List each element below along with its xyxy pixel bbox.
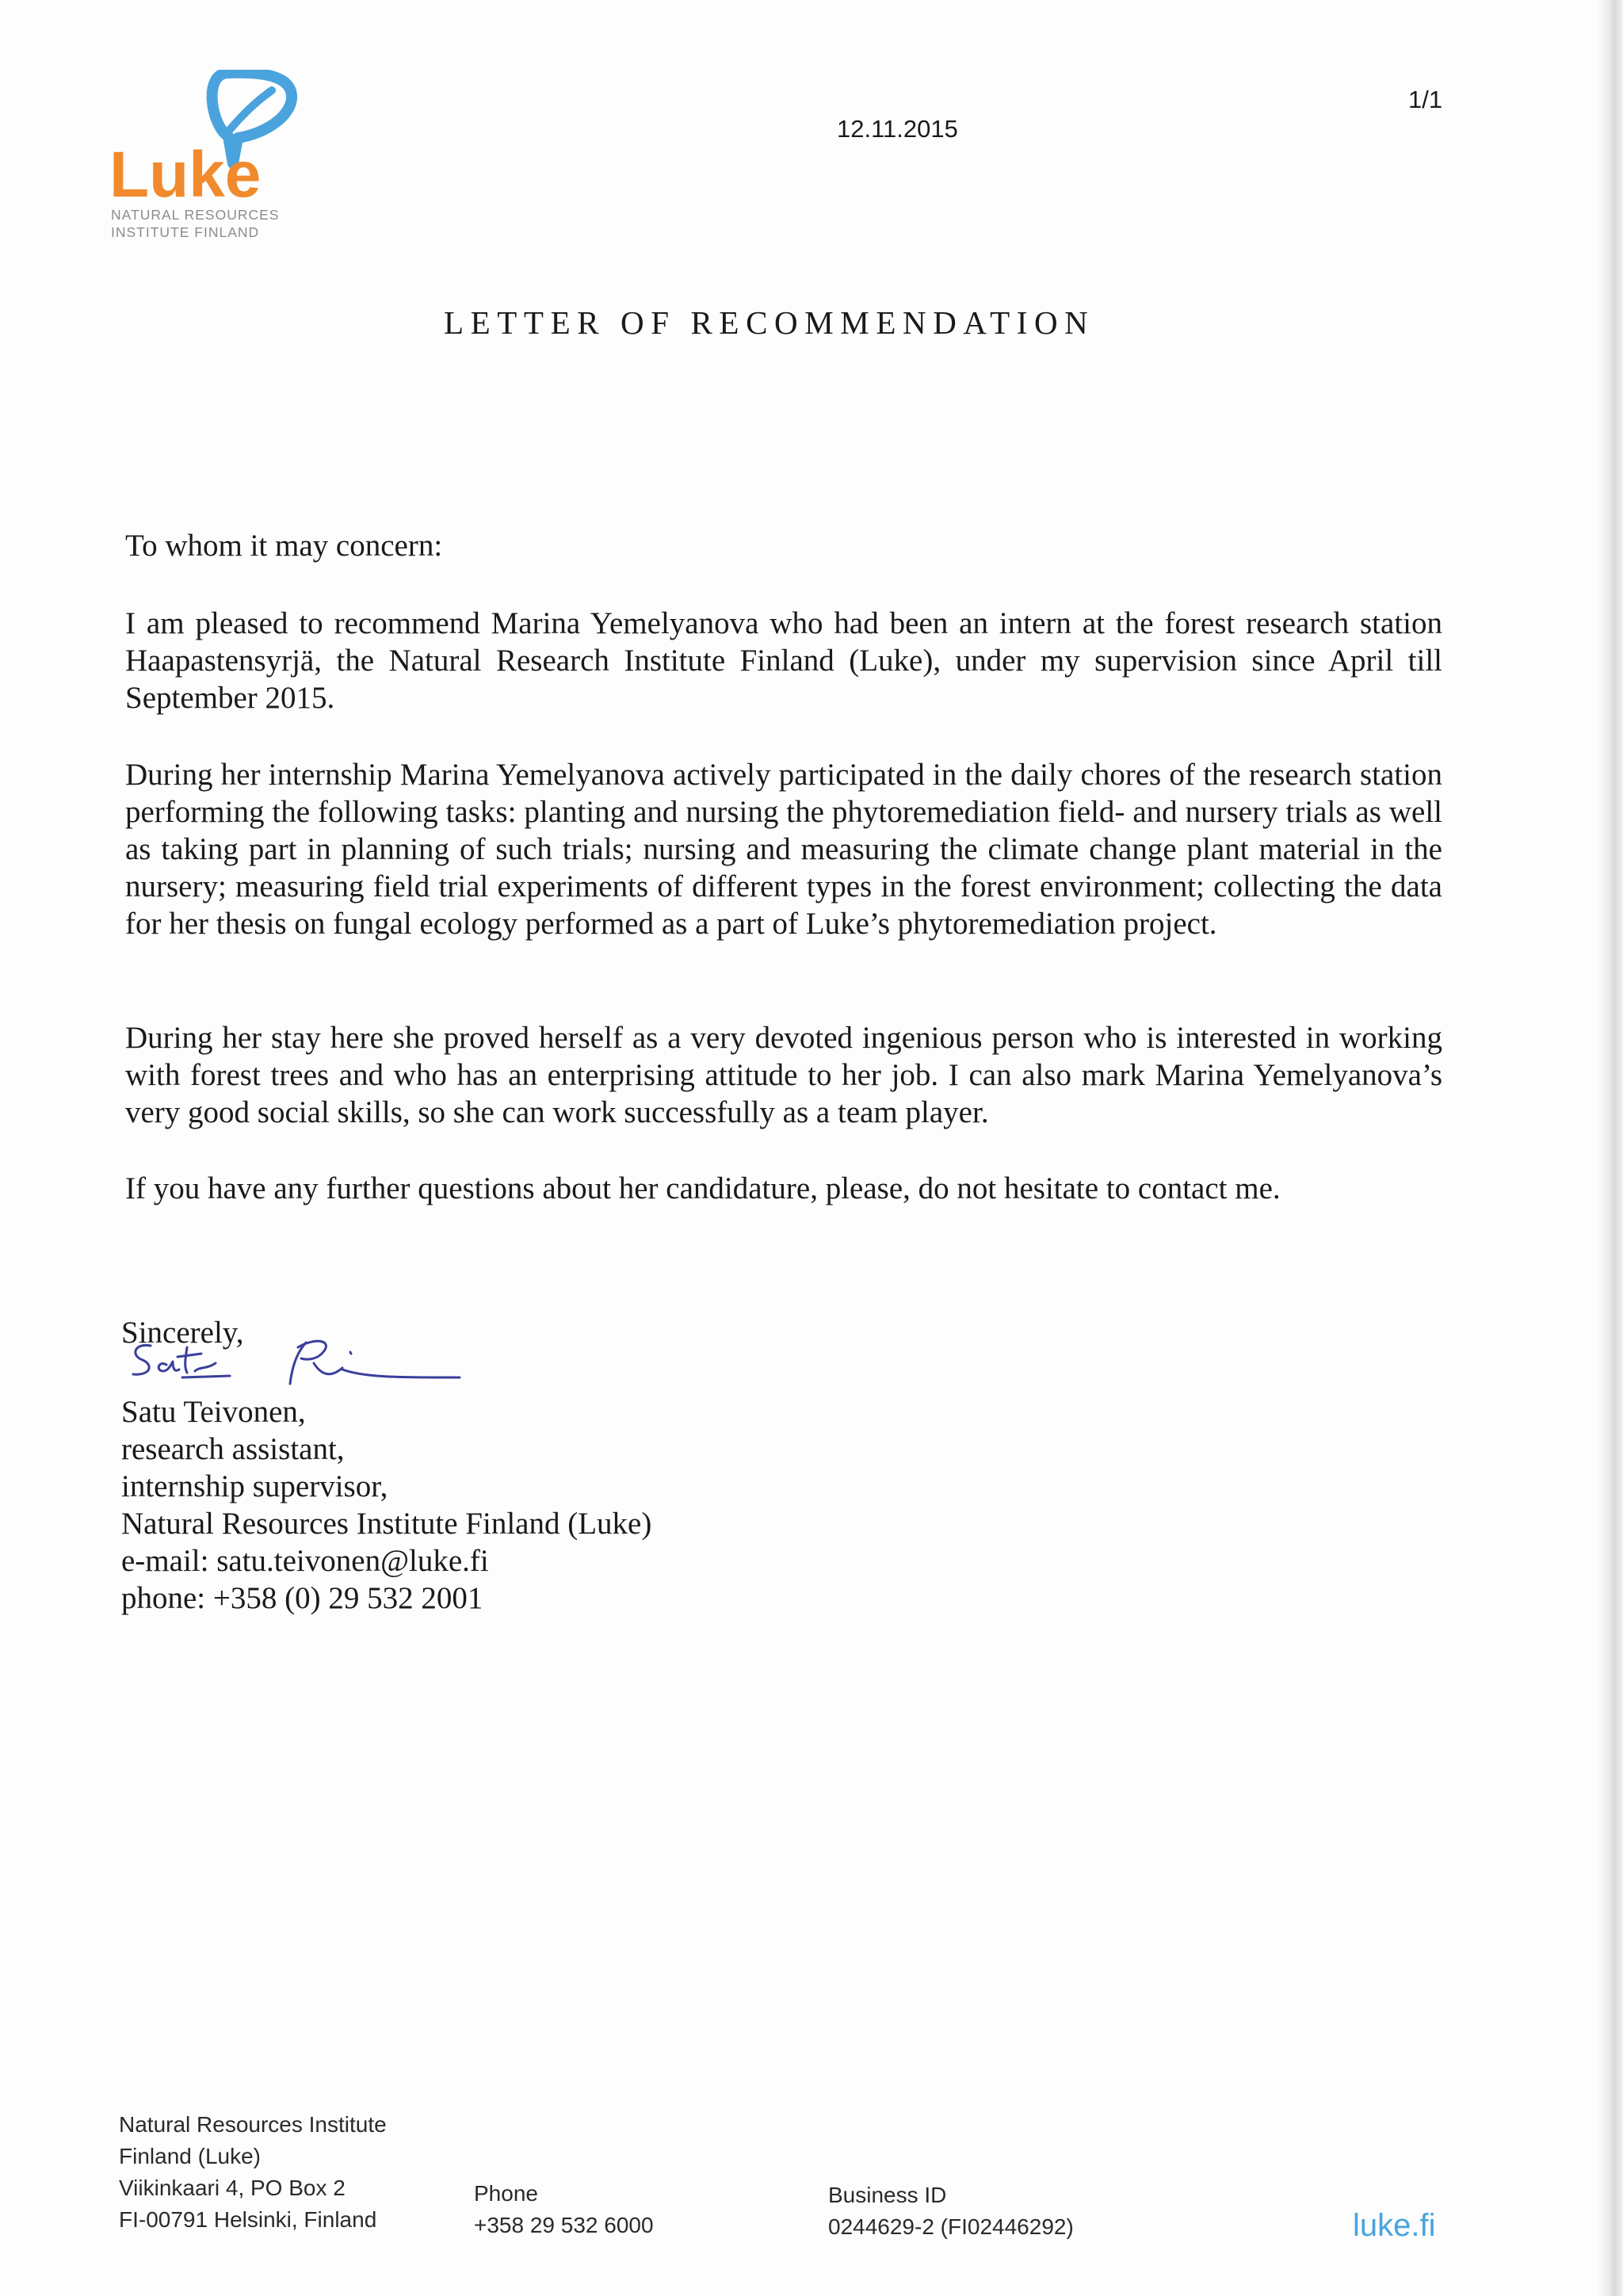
logo-subtitle-line: INSTITUTE FINLAND — [111, 224, 260, 240]
footer-address-line: Finland (Luke) — [119, 2144, 261, 2168]
paragraph: During her stay here she proved herself as a very devoted ingenious person who is interested in working with forest trees and who has an enterprising attitude to her job. I can also mark Marina Yemelyanova’s very good social skills, so she can work successfully as a team player. — [125, 1021, 1442, 1129]
logo-subtitle — [111, 206, 279, 241]
closing: Sincerely, — [121, 1316, 244, 1350]
page-edge-shadow — [1596, 0, 1623, 2296]
footer-website-link[interactable]: luke.fi — [1353, 2208, 1436, 2243]
signer-phone: phone: +358 (0) 29 532 2001 — [121, 1581, 483, 1615]
footer-business-id-label: Business ID — [828, 2183, 947, 2207]
leaf-icon — [109, 70, 300, 204]
signer-organization: Natural Resources Institute Finland (Luke) — [121, 1507, 652, 1541]
signer-email: e-mail: satu.teivonen@luke.fi — [121, 1544, 489, 1578]
footer-phone-value: +358 29 532 6000 — [474, 2213, 654, 2237]
signer-title: research assistant, — [121, 1432, 345, 1466]
signer-name: Satu Teivonen, — [121, 1395, 306, 1429]
paragraph: I am pleased to recommend Marina Yemelyanova who had been an intern at the forest research station Haapastensyrjä, the Natural Research Institute Finland (Luke), under my supervision since April till September 2015. — [125, 606, 1442, 715]
footer-business-id — [828, 2179, 1074, 2243]
footer-address-line: Natural Resources Institute — [119, 2112, 387, 2137]
luke-logo — [109, 70, 315, 244]
page-indicator: 1/1 — [1408, 86, 1443, 113]
paragraph: If you have any further questions about her candidature, please, do not hesitate to contact me. — [125, 1171, 1281, 1205]
footer-address-line: Viikinkaari 4, PO Box 2 — [119, 2176, 346, 2200]
paragraph: During her internship Marina Yemelyanova actively participated in the daily chores of the research station performing the following tasks: planting and nursing the phytoremediation field- and nursery trials as well as taking part in planning of such trials; nursing and measuring the climate change plant material in the nursery; measuring field trial experiments of different types in the forest environment; collecting the data for her thesis on fungal ecology performed as a part of Luke’s phytoremediation project. — [125, 758, 1442, 941]
footer-phone — [474, 2178, 654, 2241]
letter-title: LETTER OF RECOMMENDATION — [444, 304, 1095, 341]
signature-block — [121, 1393, 651, 1617]
logo-wordmark: Luke — [109, 139, 262, 204]
footer-phone-label: Phone — [474, 2181, 538, 2206]
signer-role: internship supervisor, — [121, 1469, 388, 1503]
handwritten-signature — [127, 1331, 475, 1395]
salutation: To whom it may concern: — [125, 529, 443, 563]
footer-address-line: FI-00791 Helsinki, Finland — [119, 2207, 377, 2232]
letter-date: 12.11.2015 — [837, 115, 958, 143]
footer-business-id-value: 0244629-2 (FI02446292) — [828, 2214, 1074, 2239]
footer-address — [119, 2109, 387, 2236]
logo-subtitle-line: NATURAL RESOURCES — [111, 207, 280, 223]
